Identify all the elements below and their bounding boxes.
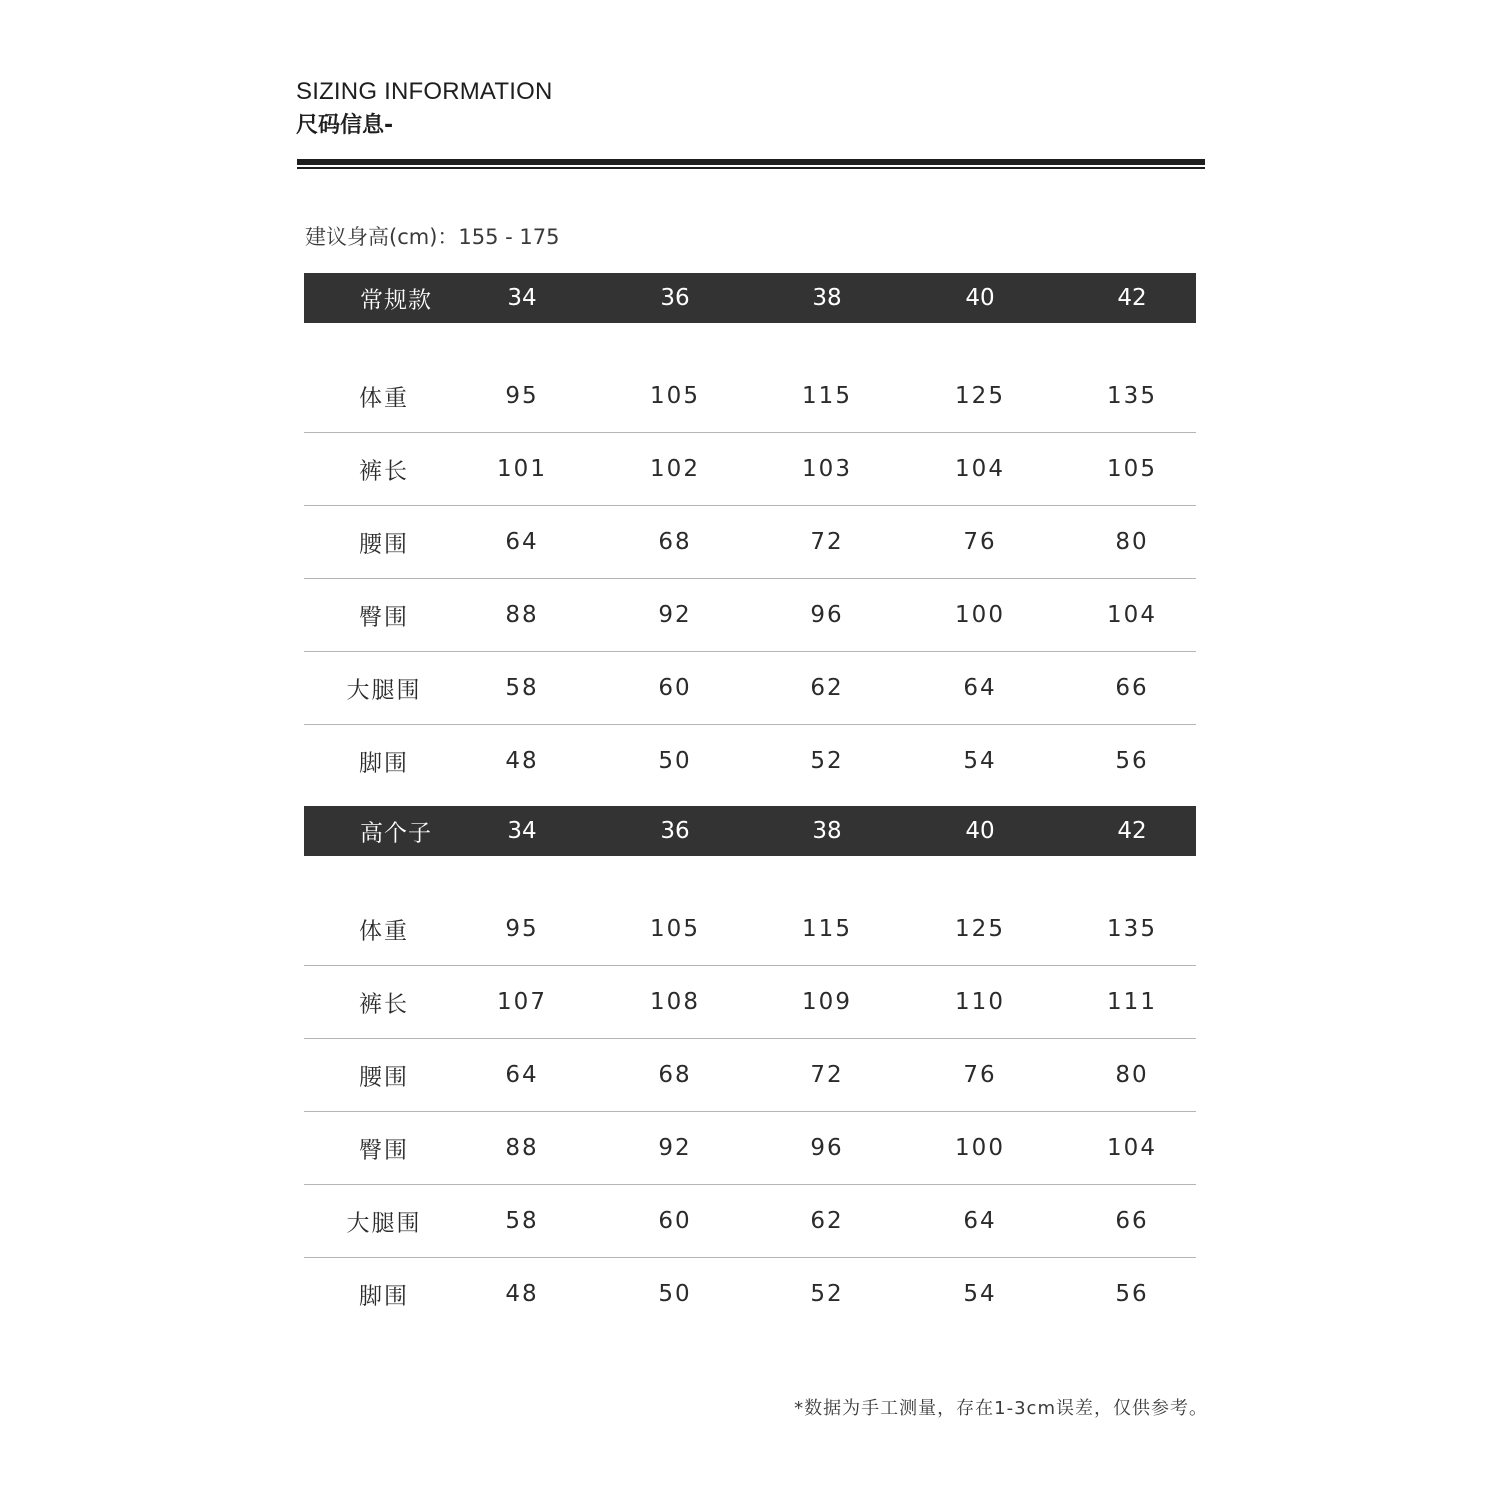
table-cell: 62 [810, 675, 844, 701]
table-cell: 115 [802, 916, 852, 942]
table-header-row [304, 273, 1196, 323]
title-rule-thick [297, 159, 1205, 165]
table-cell: 96 [810, 602, 844, 628]
row-label: 脚围 [359, 1283, 409, 1310]
table-cell: 125 [955, 916, 1005, 942]
table-row [304, 1112, 1196, 1185]
table-cell: 96 [810, 1135, 844, 1161]
table-cell: 135 [1107, 916, 1157, 942]
row-label: 脚围 [359, 750, 409, 777]
table-cell: 52 [810, 748, 844, 774]
table-cell: 101 [497, 456, 547, 482]
size-header: 42 [1117, 818, 1147, 844]
row-label: 大腿围 [346, 1210, 422, 1237]
size-header: 38 [812, 285, 842, 311]
row-label: 裤长 [359, 458, 409, 485]
table-cell: 76 [963, 1062, 997, 1088]
table-cell: 60 [658, 675, 692, 701]
table-cell: 110 [955, 989, 1005, 1015]
table-cell: 64 [505, 1062, 539, 1088]
table-cell: 104 [1107, 1135, 1157, 1161]
row-label: 大腿围 [346, 677, 422, 704]
table-cell: 68 [658, 529, 692, 555]
row-label: 腰围 [359, 531, 409, 558]
table-cell: 48 [505, 748, 539, 774]
table-row [304, 579, 1196, 652]
table-cell: 103 [802, 456, 852, 482]
row-label: 臀围 [359, 604, 409, 631]
table-cell: 102 [650, 456, 700, 482]
table-cell: 56 [1115, 748, 1149, 774]
table-cell: 58 [505, 675, 539, 701]
table-cell: 92 [658, 1135, 692, 1161]
table-cell: 54 [963, 1281, 997, 1307]
table-cell: 104 [1107, 602, 1157, 628]
table-cell: 58 [505, 1208, 539, 1234]
size-header: 42 [1117, 285, 1147, 311]
table-cell: 95 [505, 383, 539, 409]
table-cell: 76 [963, 529, 997, 555]
table-name: 常规款 [360, 287, 432, 314]
height-note: 建议身高(cm)：155 - 175 [305, 225, 560, 249]
table-row [304, 725, 1196, 797]
table-cell: 107 [497, 989, 547, 1015]
table-cell: 100 [955, 1135, 1005, 1161]
table-cell: 80 [1115, 529, 1149, 555]
table-body [304, 856, 1196, 1330]
size-header: 40 [965, 285, 995, 311]
size-header: 40 [965, 818, 995, 844]
table-name: 高个子 [360, 820, 432, 847]
size-header: 34 [507, 285, 537, 311]
size-table-regular [304, 273, 1196, 797]
table-cell: 100 [955, 602, 1005, 628]
table-cell: 72 [810, 1062, 844, 1088]
size-header: 36 [660, 285, 690, 311]
table-row [304, 1258, 1196, 1330]
table-cell: 66 [1115, 1208, 1149, 1234]
table-cell: 109 [802, 989, 852, 1015]
table-row [304, 1185, 1196, 1258]
table-row [304, 652, 1196, 725]
row-label: 腰围 [359, 1064, 409, 1091]
table-cell: 105 [650, 383, 700, 409]
table-cell: 115 [802, 383, 852, 409]
table-cell: 92 [658, 602, 692, 628]
size-table-tall [304, 806, 1196, 1330]
table-cell: 64 [963, 675, 997, 701]
table-cell: 111 [1107, 989, 1157, 1015]
table-cell: 54 [963, 748, 997, 774]
footnote: *数据为手工测量，存在1-3cm误差，仅供参考。 [794, 1398, 1208, 1419]
table-cell: 66 [1115, 675, 1149, 701]
table-cell: 95 [505, 916, 539, 942]
table-row [304, 893, 1196, 966]
size-header: 36 [660, 818, 690, 844]
title-rule-thin [297, 167, 1205, 169]
table-row [304, 433, 1196, 506]
table-cell: 105 [1107, 456, 1157, 482]
table-row [304, 1039, 1196, 1112]
table-cell: 105 [650, 916, 700, 942]
table-cell: 64 [963, 1208, 997, 1234]
row-label: 体重 [359, 918, 409, 945]
table-cell: 62 [810, 1208, 844, 1234]
table-cell: 68 [658, 1062, 692, 1088]
row-label: 臀围 [359, 1137, 409, 1164]
table-cell: 50 [658, 748, 692, 774]
table-header-row [304, 806, 1196, 856]
table-row [304, 966, 1196, 1039]
table-body [304, 323, 1196, 797]
table-cell: 125 [955, 383, 1005, 409]
table-row [304, 360, 1196, 433]
table-cell: 80 [1115, 1062, 1149, 1088]
table-row [304, 506, 1196, 579]
size-header: 38 [812, 818, 842, 844]
page-title-en: SIZING INFORMATION [296, 78, 553, 105]
size-header: 34 [507, 818, 537, 844]
table-cell: 72 [810, 529, 844, 555]
table-cell: 56 [1115, 1281, 1149, 1307]
table-cell: 48 [505, 1281, 539, 1307]
table-cell: 88 [505, 602, 539, 628]
table-cell: 108 [650, 989, 700, 1015]
table-cell: 52 [810, 1281, 844, 1307]
table-cell: 135 [1107, 383, 1157, 409]
table-cell: 88 [505, 1135, 539, 1161]
table-cell: 50 [658, 1281, 692, 1307]
table-cell: 64 [505, 529, 539, 555]
table-cell: 104 [955, 456, 1005, 482]
row-label: 体重 [359, 385, 409, 412]
row-label: 裤长 [359, 991, 409, 1018]
page-title-cn: 尺码信息- [296, 113, 394, 138]
table-cell: 60 [658, 1208, 692, 1234]
